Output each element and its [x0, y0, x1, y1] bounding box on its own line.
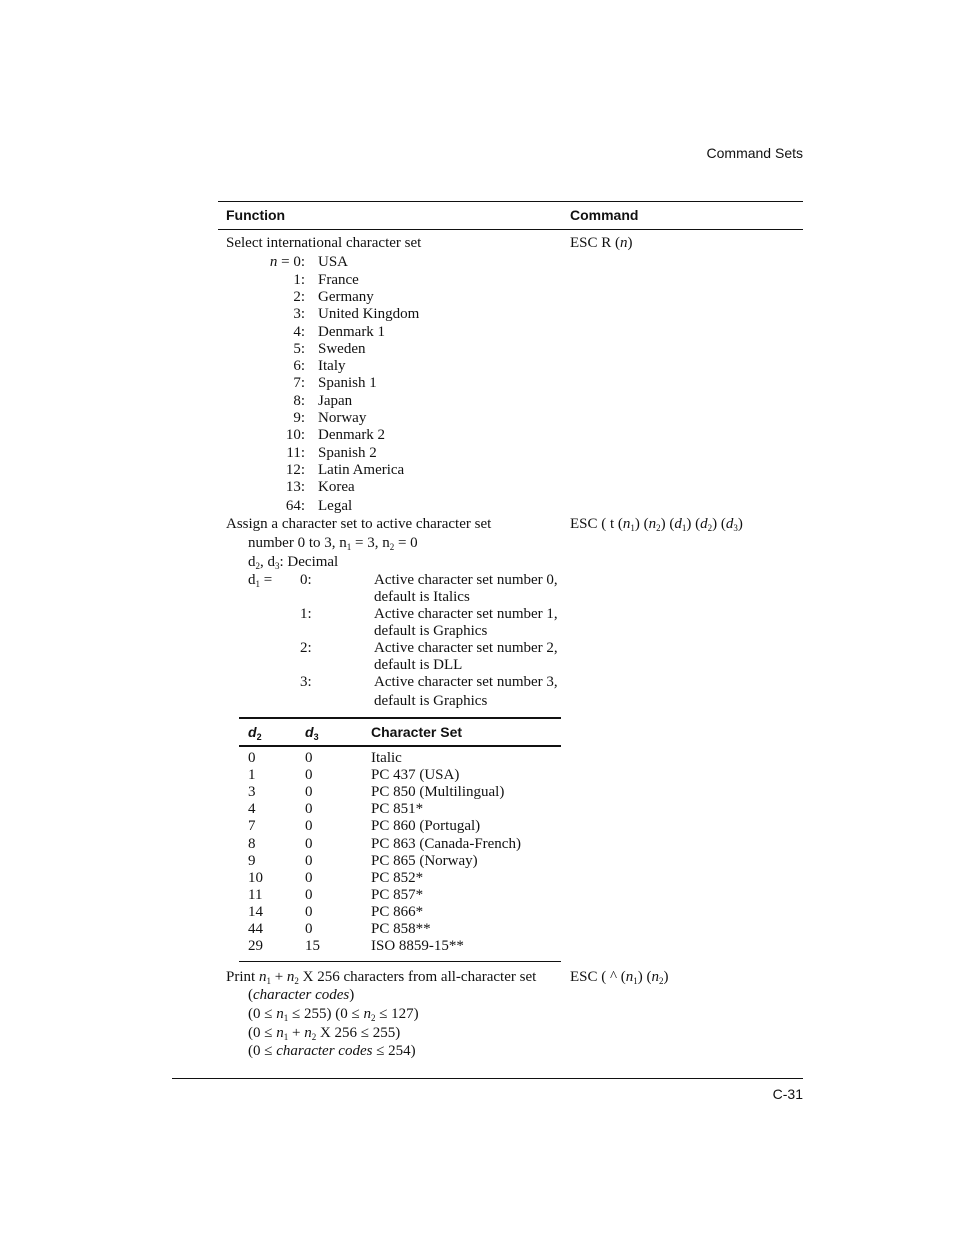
character-set-cell: PC 851*	[371, 801, 424, 818]
character-set-cell: PC 858**	[371, 921, 431, 937]
d3-cell: 0	[305, 750, 313, 766]
d3-cell: 0	[305, 801, 313, 818]
character-set-cell: PC 865 (Norway)	[371, 852, 478, 869]
option-number: 4:	[293, 324, 305, 340]
d1-option-default: default is Graphics	[374, 623, 488, 639]
entry3-line3: $(0 \le n_1 \le 255)$ $(0 \le n_2 \le 127)$	[248, 1006, 419, 1023]
entry1-option-name: USA	[318, 254, 349, 270]
d2-cell: 9	[248, 852, 256, 869]
option-name: Sweden	[318, 341, 366, 357]
option-number: 9:	[293, 410, 305, 426]
option-name: Germany	[318, 289, 374, 305]
d3-cell: 0	[305, 852, 313, 869]
option-number: 8:	[293, 393, 305, 409]
subtable-header-d3: $d_3$	[305, 724, 319, 742]
d1-option-default: default is DLL	[374, 657, 463, 673]
character-set-cell: PC 860 (Portugal)	[371, 818, 481, 835]
d2-cell: 7	[248, 818, 256, 835]
d2-cell: 8	[248, 835, 256, 852]
d2-cell: 29	[248, 938, 263, 955]
column-header-command: Command	[570, 207, 639, 223]
d1-option-number: 0:	[300, 572, 312, 588]
d2-cell: 14	[248, 903, 263, 920]
footer-rule	[172, 1078, 803, 1079]
page-number: C-31	[772, 1086, 803, 1102]
option-name: Norway	[318, 410, 367, 426]
d3-cell: 0	[305, 818, 313, 835]
option-name: Spanish 2	[318, 445, 377, 461]
character-set-cell: PC 850 (Multilingual)	[371, 784, 505, 801]
d2-cell: 11	[248, 886, 263, 903]
character-set-cell: PC 866*	[371, 903, 424, 920]
option-name: Italy	[318, 358, 346, 374]
subtable-top-rule	[239, 717, 561, 719]
d1-option-default: default is Italics	[374, 589, 470, 605]
option-number: 13:	[285, 479, 305, 495]
option-number: 7:	[293, 375, 305, 391]
column-header-function: Function	[226, 207, 286, 223]
entry3-command: ESC ( ^ $(n_1)$ $(n_2)$	[570, 969, 669, 986]
table-top-rule	[218, 201, 803, 202]
subtable-header-character-set: Character Set	[371, 724, 463, 740]
entry3-line5: (0 ≤ character codes ≤ 254)	[248, 1043, 416, 1059]
d3-cell: 0	[305, 886, 313, 903]
d3-cell: 0	[305, 869, 313, 886]
entry1-n-label: n = 0:	[269, 254, 305, 270]
option-number: 10:	[285, 427, 305, 443]
d2-cell: 44	[248, 921, 263, 937]
d2-cell: 1	[248, 767, 256, 784]
option-name: France	[318, 272, 359, 288]
d1-option-default: default is Graphics	[374, 693, 488, 709]
subtable-header-d2: $d_2$	[248, 724, 262, 742]
running-header: Command Sets	[706, 145, 803, 161]
entry1-command: ESC R (n)	[570, 235, 633, 251]
d2-cell: 10	[248, 869, 263, 886]
option-number: 64:	[285, 498, 305, 514]
d1-option-number: 1:	[300, 606, 312, 622]
option-name: Legal	[318, 498, 353, 514]
d3-cell: 0	[305, 835, 313, 852]
character-set-cell: PC 852*	[371, 869, 424, 886]
d3-cell: 0	[305, 903, 313, 920]
option-name: Japan	[318, 393, 353, 409]
option-name: United Kingdom	[318, 306, 420, 322]
subtable-bottom-rule	[239, 961, 561, 962]
option-name: Denmark 1	[318, 324, 386, 340]
option-name: Latin America	[318, 462, 405, 478]
option-name: Spanish 1	[318, 375, 377, 391]
option-name: Korea	[318, 479, 355, 495]
entry3-function: Print $n_1 + n_2$ X 256 characters from all-character set	[226, 969, 537, 986]
entry2-line2: number 0 to 3, $n_1 = 3$, $n_2 = 0$	[248, 535, 418, 552]
option-number: 11:	[286, 445, 305, 461]
d2-cell: 4	[248, 801, 256, 818]
d1-option-number: 2:	[300, 640, 312, 656]
character-set-cell: PC 857*	[371, 886, 424, 903]
entry3-line4: ($0 \le n_1 + n_2$ X 256 ≤ 255)	[248, 1025, 401, 1042]
option-number: 6:	[293, 358, 305, 374]
entry2-function: Assign a character set to active character set	[226, 516, 492, 532]
d3-cell: 0	[305, 784, 313, 801]
subtable-header-rule	[239, 745, 561, 747]
d3-cell: 15	[305, 938, 320, 955]
entry2-line3: $d_2$, $d_3$: Decimal	[248, 554, 339, 571]
d1-option-description: Active character set number 3,	[374, 674, 558, 690]
table-header-rule	[218, 229, 803, 230]
d2-cell: 0	[248, 750, 256, 766]
entry1-function: Select international character set	[226, 235, 422, 251]
entry2-command: ESC ( t $(n_1)$ $(n_2)$ $(d_1)$ $(d_2)$ $(d_3)$	[570, 516, 743, 533]
character-set-cell: PC 863 (Canada-French)	[371, 835, 521, 852]
option-number: 2:	[293, 289, 305, 305]
character-set-cell: PC 437 (USA)	[371, 767, 460, 784]
option-number: 3:	[293, 306, 305, 322]
character-set-cell: ISO 8859-15**	[371, 938, 464, 955]
character-set-cell: Italic	[371, 750, 402, 766]
option-number: 5:	[293, 341, 305, 357]
option-number: 12:	[285, 462, 305, 478]
d1-option-description: Active character set number 1,	[374, 606, 558, 622]
d3-cell: 0	[305, 767, 313, 784]
option-name: Denmark 2	[318, 427, 386, 443]
d2-cell: 3	[248, 784, 256, 801]
d1-option-number: 3:	[300, 674, 312, 690]
d3-cell: 0	[305, 921, 313, 937]
d1-option-description: Active character set number 2,	[374, 640, 558, 656]
entry2-d1-label: $d_1$ =	[248, 572, 273, 589]
option-number: 1:	[293, 272, 305, 288]
d1-option-description: Active character set number 0,	[374, 572, 558, 588]
entry3-line2: (character codes)	[248, 987, 355, 1003]
